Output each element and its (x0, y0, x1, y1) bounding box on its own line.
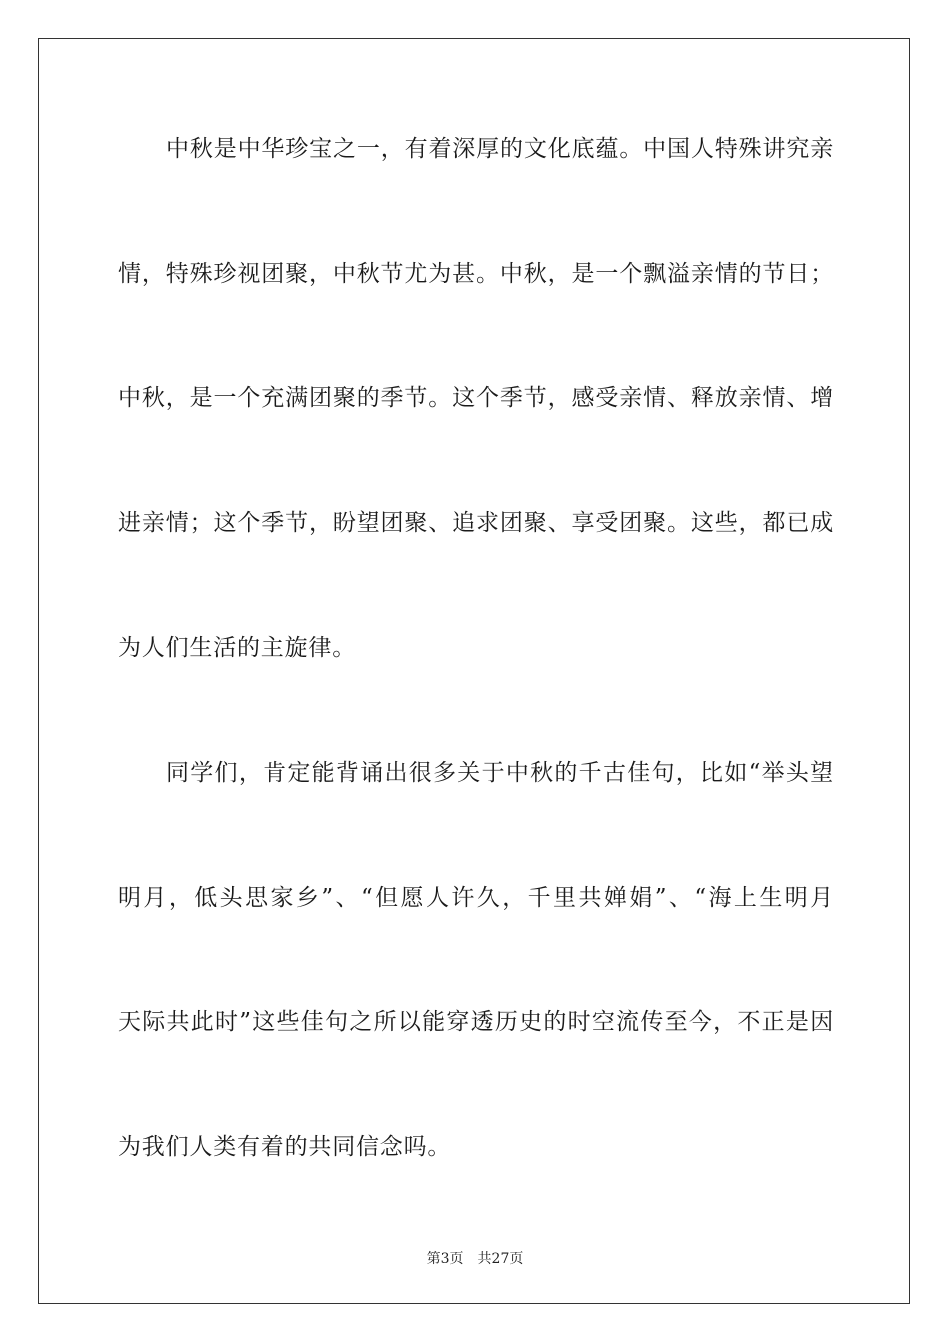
paragraph-2-line-3: 天际共此时”这些佳句之所以能穿透历史的时空流传至今，不正是因 (118, 1009, 834, 1035)
paragraph-2-line-1: 同学们，肯定能背诵出很多关于中秋的千古佳句，比如“举头望 (166, 760, 834, 786)
paragraph-1-line-1: 中秋是中华珍宝之一，有着深厚的文化底蕴。中国人特殊讲究亲 (166, 136, 834, 162)
paragraph-2-line-4: 为我们人类有着的共同信念吗。 (118, 1134, 452, 1160)
paragraph-1-line-3: 中秋，是一个充满团聚的季节。这个季节，感受亲情、释放亲情、增 (118, 385, 834, 411)
page-border (38, 38, 910, 1304)
paragraph-2-line-2: 明月，低头思家乡”、“但愿人许久，千里共婵娟”、“海上生明月 (118, 885, 834, 911)
page-number: 第3页 (426, 1251, 464, 1267)
paragraph-1-line-5: 为人们生活的主旋律。 (118, 635, 356, 661)
paragraph-1-line-4: 进亲情；这个季节，盼望团聚、追求团聚、享受团聚。这些，都已成 (118, 510, 834, 536)
page-footer (0, 1248, 950, 1268)
page-total: 共27页 (477, 1251, 524, 1267)
paragraph-1-line-2: 情，特殊珍视团聚，中秋节尤为甚。中秋，是一个飘溢亲情的节日； (118, 261, 834, 287)
